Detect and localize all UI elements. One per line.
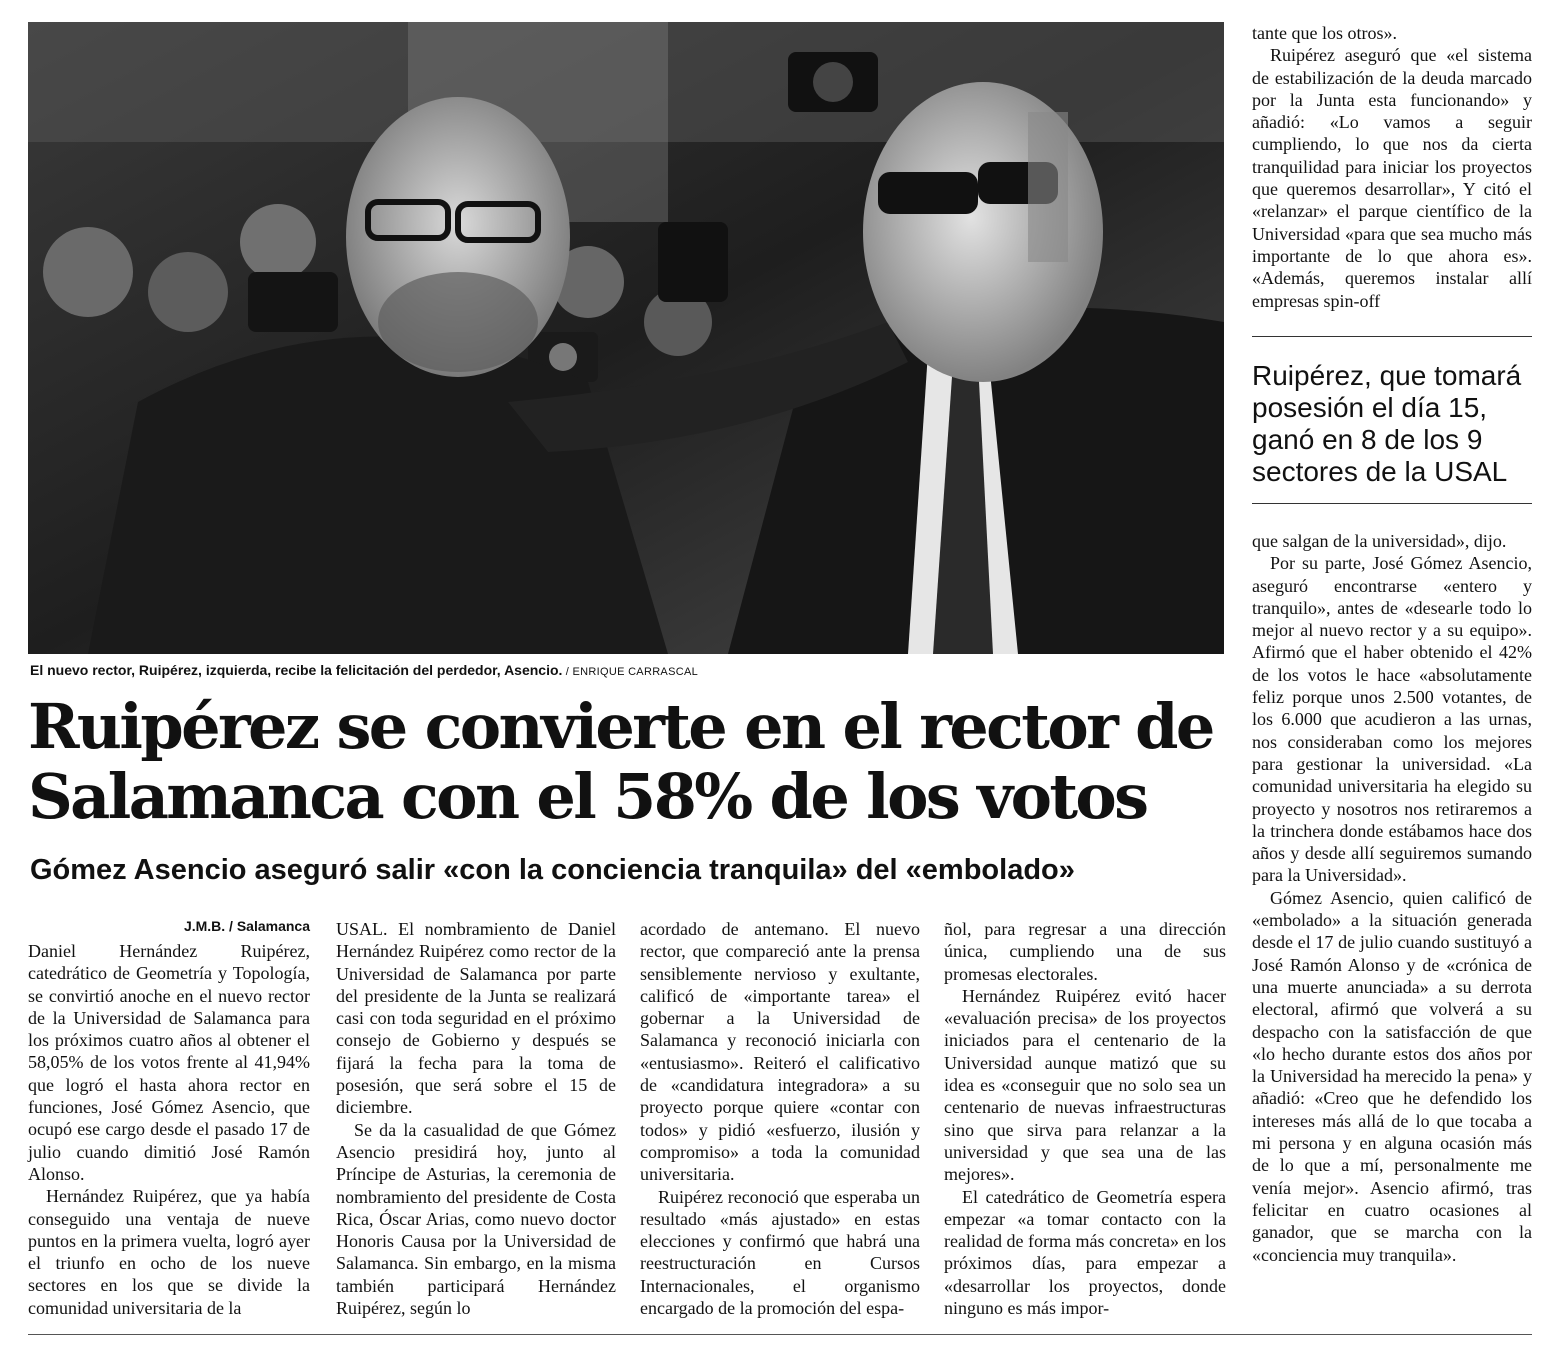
paragraph: USAL. El nombramiento de Daniel Hernández Ruipérez como rector de la Universidad de Salamanca por parte del presidente de la Junta se realizará casi con toda seguridad en el próximo consejo de Gobierno y después se fijará la fecha para la toma de posesión, que será sobre el 15 de diciembre. bbox=[336, 919, 616, 1118]
paragraph: acordado de antemano. El nuevo rector, que compareció ante la prensa sensiblemente nervioso y exultante, calificó de «importante tarea» el gobernar a la Universidad de Salamanca y reconoció iniciarla con «entusiasmo». Reiteró el calificativo de «candidatura integradora» a su proyecto porque quiere «contar con todos» y pidió «esfuerzo, ilusión y compromiso» a toda la comunidad universitaria. bbox=[640, 919, 920, 1185]
bottom-rule bbox=[28, 1334, 1532, 1335]
paragraph: Hernández Ruipérez, que ya había conseguido una ventaja de nueve puntos en la primera vuelta, logró ayer el triunfo en ocho de los nueve sectores en los que se divide la comunidad universitaria de la bbox=[28, 1186, 310, 1318]
news-photo bbox=[28, 22, 1224, 654]
headline-line-1: Ruipérez se convierte en el rector de bbox=[28, 690, 1213, 763]
byline: J.M.B. / Salamanca bbox=[183, 918, 310, 934]
article-column-3 bbox=[640, 918, 920, 1319]
article-column-5-top bbox=[1252, 22, 1532, 312]
pullquote-rule-top bbox=[1252, 336, 1532, 337]
paragraph: ñol, para regresar a una dirección única, cumpliendo una de sus promesas electorales. bbox=[944, 919, 1226, 984]
paragraph: Daniel Hernández Ruipérez, catedrático de Geometría y Topología, se convirtió anoche en el nuevo rector de la Universidad de Salamanca para los próximos cuatro años al obtener el 58,05% de los votos frente al 41,94% que logró el hasta ahora rector en funciones, José Gómez Asencio, que ocupó ese cargo desde el pasado 17 de julio cuando dimitió José Ramón Alonso. bbox=[28, 941, 310, 1184]
photo-caption bbox=[30, 662, 1220, 678]
pullquote-line-4: sectores de la USAL bbox=[1252, 456, 1508, 487]
paragraph: tante que los otros». bbox=[1252, 23, 1397, 43]
pullquote-line-1: Ruipérez, que tomará bbox=[1252, 360, 1522, 391]
paragraph: Hernández Ruipérez evitó hacer «evaluación precisa» de los proyectos iniciados para el centenario de la Universidad aunque matizó que su idea es «conseguir que no solo sea un centenario de nuevas infraestructuras sino que sirva para relanzar a la universidad y que sea una de las mejores». bbox=[944, 985, 1226, 1185]
caption-text: El nuevo rector, Ruipérez, izquierda, recibe la felicitación del perdedor, Asencio. bbox=[30, 662, 563, 678]
pullquote bbox=[1252, 360, 1542, 488]
pullquote-line-3: ganó en 8 de los 9 bbox=[1252, 424, 1483, 455]
paragraph: El catedrático de Geometría espera empezar «a tomar contacto con la realidad de forma más concreta» en los próximos días, para empezar a «desarrollar los proyectos, donde ninguno es más impor- bbox=[944, 1186, 1226, 1319]
paragraph: que salgan de la universidad», dijo. bbox=[1252, 531, 1507, 551]
article-column-1 bbox=[28, 940, 310, 1319]
article-column-2 bbox=[336, 918, 616, 1319]
headline bbox=[28, 692, 1228, 832]
photo-image bbox=[28, 22, 1224, 654]
paragraph: Gómez Asencio, quien calificó de «embolado» a la situación generada desde el 17 de julio cuando sustituyó a José Ramón Alonso y de «crónica de una muerte anunciada» a su derrota electoral, afirmó que volverá a su despacho con la satisfacción de que «lo hecho durante estos dos años por la Universidad ha merecido la pena» y añadió: «Creo que he defendido los intereses más allá de lo que tocaba a mi persona y en alguna ocasión más de lo que a mí, personalmente me venía mejor». Asencio afirmó, tras felicitar en cuatro ocasiones al ganador, que se marcha con la «conciencia muy tranquila». bbox=[1252, 887, 1532, 1265]
pullquote-rule-bottom bbox=[1252, 503, 1532, 504]
subheadline: Gómez Asencio aseguró salir «con la conciencia tranquila» del «embolado» bbox=[30, 854, 1075, 886]
photo-credit: / ENRIQUE CARRASCAL bbox=[562, 666, 699, 678]
article-column-4 bbox=[944, 918, 1226, 1319]
paragraph: Ruipérez aseguró que «el sistema de estabilización de la deuda marcado por la Junta esta funcionando» y añadió: «Lo vamos a seguir cumpliendo, lo que nos da cierta tranquilidad para iniciar los proyectos que queremos desarrollar», Y citó el «relanzar» el parque científico de la Universidad «para que sea mucho más importante de lo que ahora es». «Además, queremos instalar allí empresas spin-off bbox=[1252, 45, 1532, 311]
headline-line-2: Salamanca con el 58% de los votos bbox=[28, 760, 1147, 833]
paragraph: Por su parte, José Gómez Asencio, aseguró encontrarse «entero y tranquilo», antes de «desearle todo lo mejor al nuevo rector y a su equipo». Afirmó que el haber obtenido el 42% de los votos le hace «absolutamente feliz porque unos 2.500 votantes, de los 6.000 que acudieron a las urnas, nos consideraban como los mejores para gestionar la universidad. «La comunidad universitaria ha elegido su proyecto y nosotros nos retiraremos a la trinchera donde estábamos hace dos años y desde allí seguiremos sumando para la Universidad». bbox=[1252, 553, 1532, 886]
pullquote-line-2: posesión el día 15, bbox=[1252, 392, 1488, 423]
paragraph: Ruipérez reconoció que esperaba un resultado «más ajustado» en estas elecciones y confirmó que habrá una reestructuración en Cursos Internacionales, el organismo encargado de la promoción del espa- bbox=[640, 1186, 920, 1319]
paragraph: Se da la casualidad de que Gómez Asencio presidirá hoy, junto al Príncipe de Asturias, la ceremonia de nombramiento del presidente de Costa Rica, Óscar Arias, como nuevo doctor Honoris Causa por la Universidad de Salamanca. Sin embargo, en la misma también participará Hernández Ruipérez, según lo bbox=[336, 1119, 616, 1319]
article-column-5-bottom bbox=[1252, 530, 1532, 1266]
